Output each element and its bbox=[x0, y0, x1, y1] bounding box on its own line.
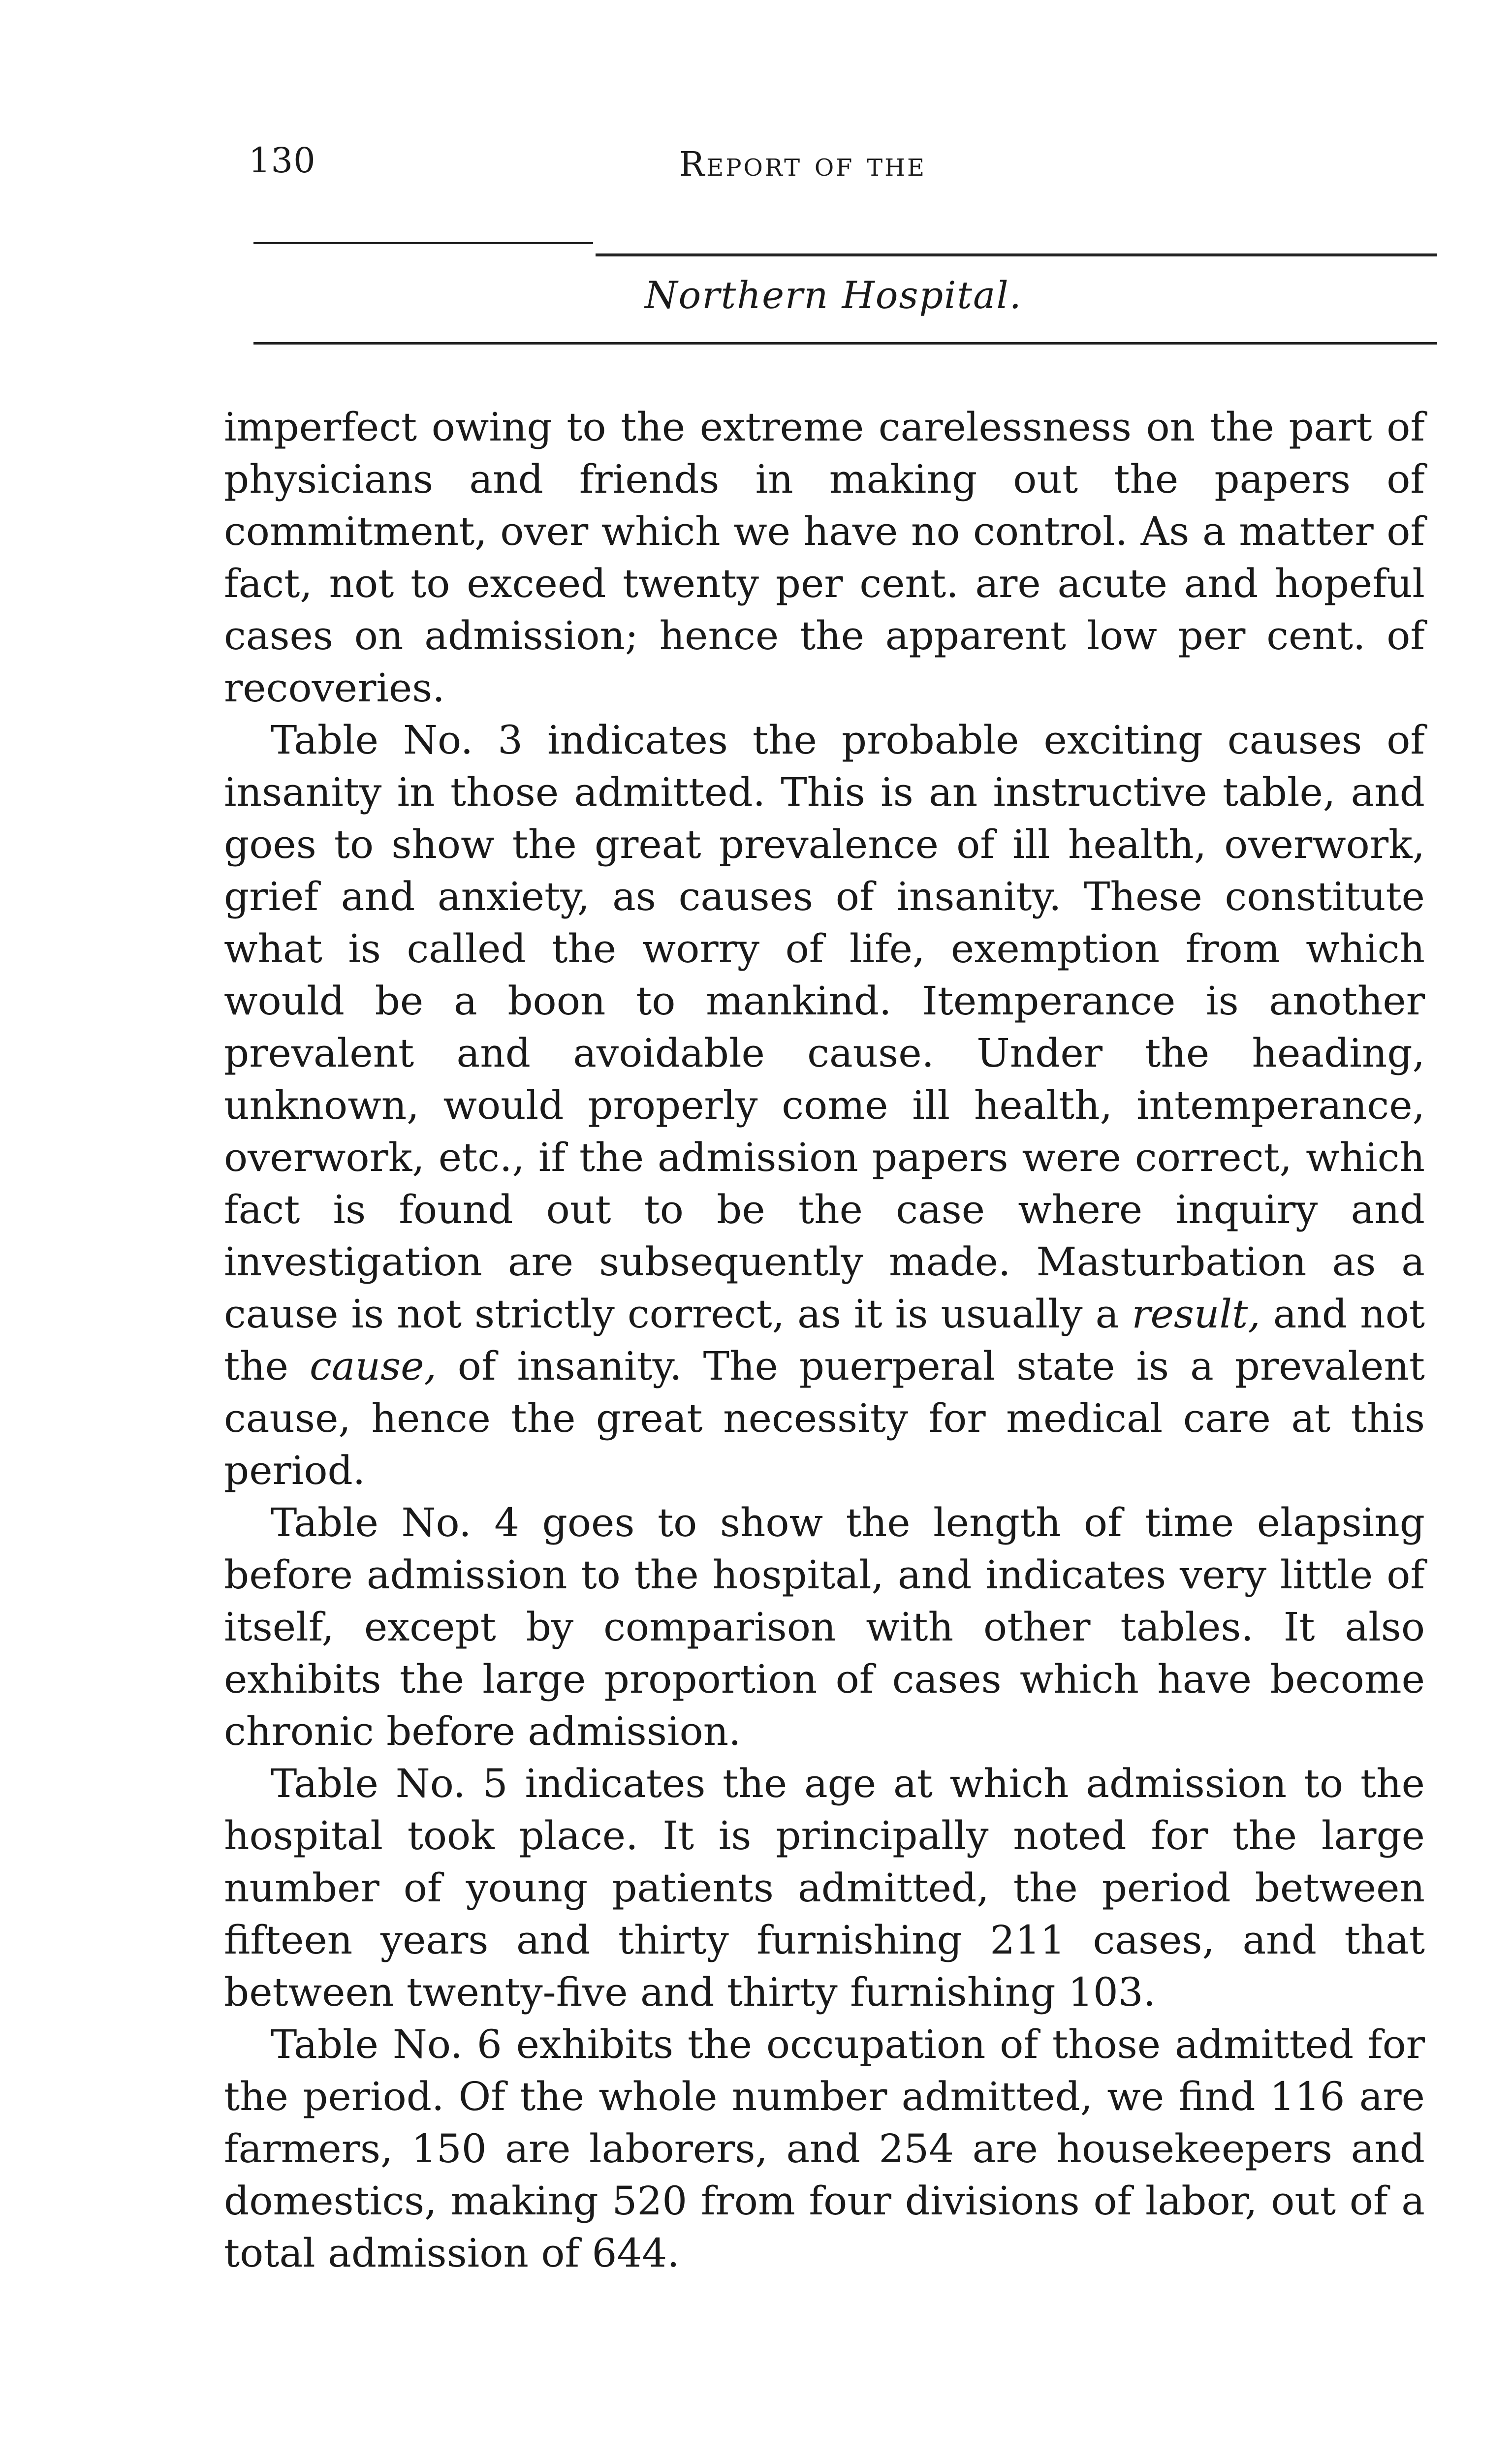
header-rule-right bbox=[596, 253, 1437, 256]
section-title: Northern Hospital. bbox=[645, 273, 1022, 317]
page-number: 130 bbox=[249, 140, 316, 181]
paragraph-2-part-a: Table No. 3 indicates the probable exciting causes of insanity in those admitted. This is an instructive table, and goes to show the great prevalence of ill health, overwork, grief and anxiety, as causes of insanity. These constitute what is called the worry of life, exemption from which would be a boon to mankind. Itemperance is another prevalent and avoidable cause. Under the heading, unknown, would properly come ill health, intemperance, overwork, etc., if the admission papers were correct, which fact is found out to be the case where inquiry and investigation are subsequently made. Masturbation as a cause is not strictly correct, as it is usually a bbox=[224, 717, 1425, 1337]
paragraph-4: Table No. 5 indicates the age at which admission to the hospital took place. It is principally noted for the large number of young patients admitted, the period between fifteen years and thirty furnishing 211 cases, and that between twenty-five and thirty furnishing 103. bbox=[224, 1761, 1425, 2015]
emphasis-cause: cause, bbox=[309, 1343, 437, 1389]
paragraph-1: imperfect owing to the extreme carelessness on the part of physicians and friends in making out the papers of commitment, over which we have no control. As a matter of fact, not to exceed twenty per cent. are acute and hopeful cases on admission; hence the apparent low per cent. of recoveries. bbox=[224, 404, 1425, 711]
paragraph-2-part-b: and not the bbox=[224, 1291, 1425, 1389]
emphasis-result: result, bbox=[1132, 1291, 1260, 1337]
paragraph-5: Table No. 6 exhibits the occupation of those admitted for the period. Of the whole number admitted, we find 116 are farmers, 150 are laborers, and 254 are housekeepers and domestics, making 520 from four divisions of labor, out of a total admission of 644. bbox=[224, 2021, 1425, 2276]
body-text bbox=[224, 401, 1425, 2279]
header-rule-left bbox=[253, 242, 593, 244]
running-title: Report of the bbox=[679, 145, 926, 184]
paragraph-2 bbox=[224, 714, 1425, 1497]
paragraph-3: Table No. 4 goes to show the length of time elapsing before admission to the hospital, and indicates very little of itself, except by comparison with other tables. It also exhibits the large proportion of cases which have become chronic before admission. bbox=[224, 1500, 1425, 1754]
section-rule bbox=[253, 342, 1437, 345]
paragraph-2-part-c: of insanity. The puerperal state is a prevalent cause, hence the great necessity for medical care at this period. bbox=[224, 1343, 1425, 1493]
